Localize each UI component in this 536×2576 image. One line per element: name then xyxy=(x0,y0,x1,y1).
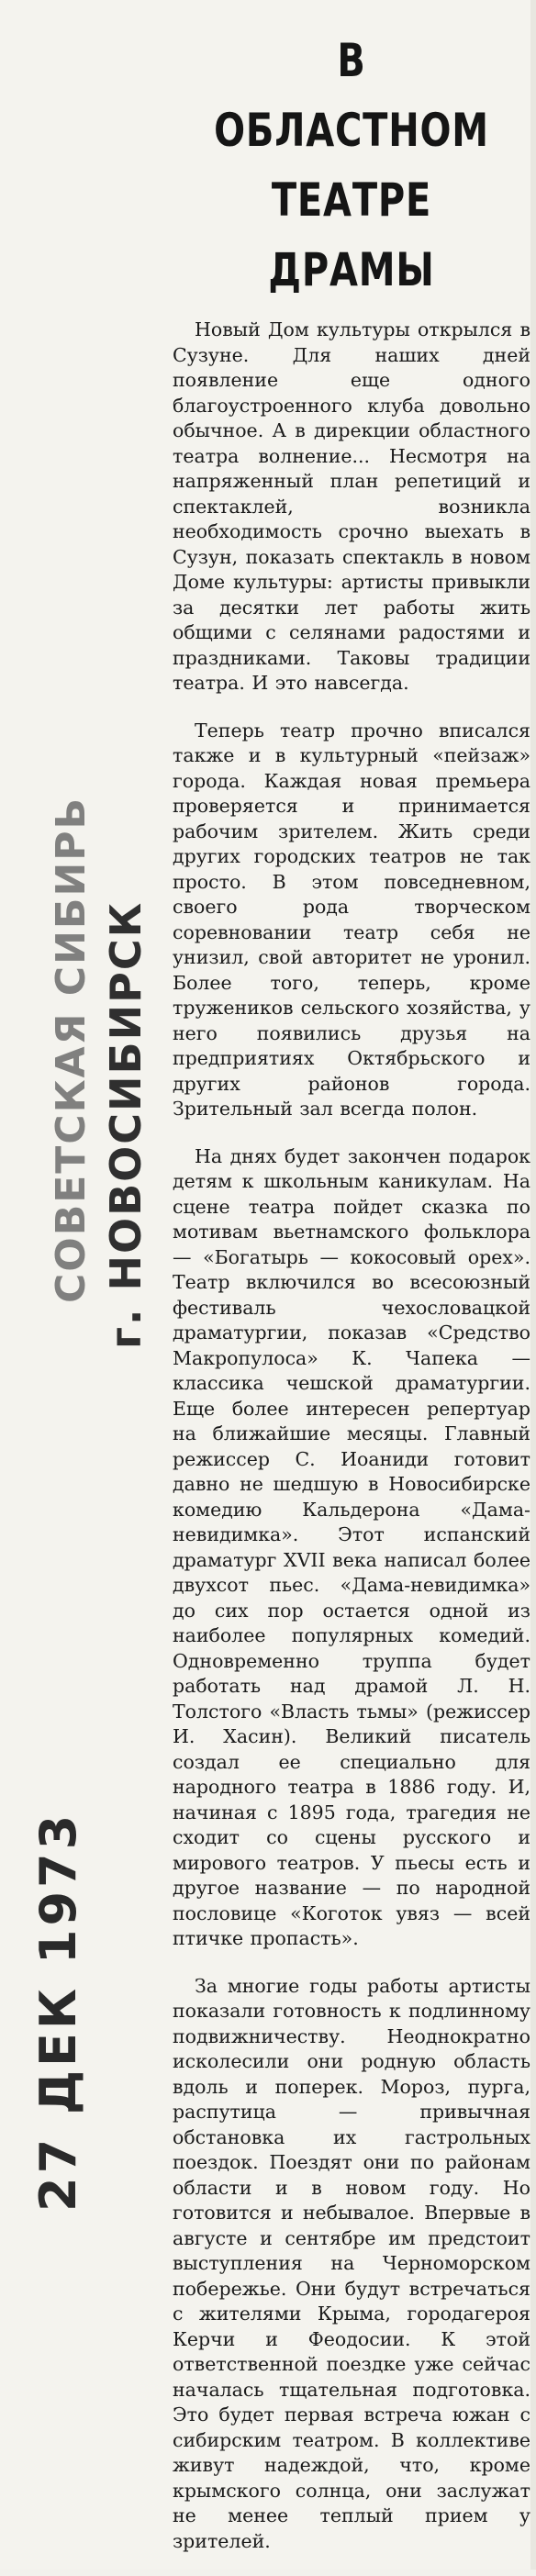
article xyxy=(173,26,530,2576)
archive-stamp xyxy=(0,0,174,2570)
clipping-edge xyxy=(530,0,536,2570)
stamp-newspaper-name: СОВЕТСКАЯ СИБИРЬ xyxy=(48,796,95,1303)
article-headline: В ОБЛАСТНОМ ТЕАТРЕ ДРАМЫ xyxy=(214,34,489,296)
stamp-city: г. НОВОСИБИРСК xyxy=(101,900,151,1349)
article-paragraph-4: За многие годы работы артисты показали готовность к подлинному подвижничеству. Неоднократно исколесили они родную область вдоль и поперек. Мороз, пурга, распутица — привычная обстановка их гастрольных поездок. Поездят они по районам области и в новом году. Но готовится и небывалое. Впервые в августе и сентябре им предстоит выступления на Черноморском побережье. Они будут встречаться с жителями Крыма, городагероя Керчи и Феодосии. К этой ответственной поездке уже сейчас началась тщательная подготовка. Это будет первая встреча южан с сибирским театром. В коллективе живут надеждой, что, кроме крымского солнца, они заслужат не менее теплый прием у зрителей. xyxy=(173,1974,530,2552)
article-paragraph-3: На днях будет закончен подарок детям к школьным каникулам. На сцене театра пойдет сказка по мотивам вьетнамского фольклора — «Богатырь — кокосовый орех». Театр включился во всесоюзный фестиваль чехословацкой драматургии, показав «Средство Макропулоса» К. Чапека — классика чешской драматургии. Еще более интересен репертуар на ближайшие месяцы. Главный режиссер С. Иоаниди готовит давно не шедшую в Новосибирске комедию Кальдерона «Дама-невидимка». Этот испанский драматург XVII века написал более двухсот пьес. «Дама-невидимка» до сих пор остается одной из наиболее популярных комедий. Одновременно труппа будет работать над драмой Л. Н. Толстого «Власть тьмы» (режиссер И. Хасин). Великий писатель создал ее специально для народного театра в 1886 году. И, начиная с 1895 года, трагедия не сходит со сцены русского и мирового театров. У пьесы есть и другое название — по народной пословице «Коготок увяз — всей птичке пропасть». xyxy=(173,1144,530,1949)
stamp-date: 27 ДЕК 1973 xyxy=(29,1811,87,2212)
article-paragraph-2: Теперь театр прочно вписался также и в культурный «пейзаж» города. Каждая новая премьера проверяется и принимается рабочим зрителем. Жить среди других городских театров не так просто. В этом повседневном, своего рода творческом соревновании театр себя не унизил, свой авторитет не уронил. Более того, теперь, кроме тружеников сельского хозяйства, у него появились друзья на предприятиях Октябрьского и других районов города. Зрительный зал всегда полон. xyxy=(173,719,530,1120)
article-paragraph-1: Новый Дом культуры открылся в Сузуне. Для наших дней появление еще одного благоустроенного клуба довольно обычное. А в дирекции областного театра волнение... Несмотря на напряженный план репетиций и спектаклей, возникла необходимость срочно выехать в Сузун, показать спектакль в новом Доме культуры: артисты привыкли за десятки лет работы жить общими с селянами радостями и праздниками. Таковы традиции театра. И это навсегда. xyxy=(173,318,530,694)
